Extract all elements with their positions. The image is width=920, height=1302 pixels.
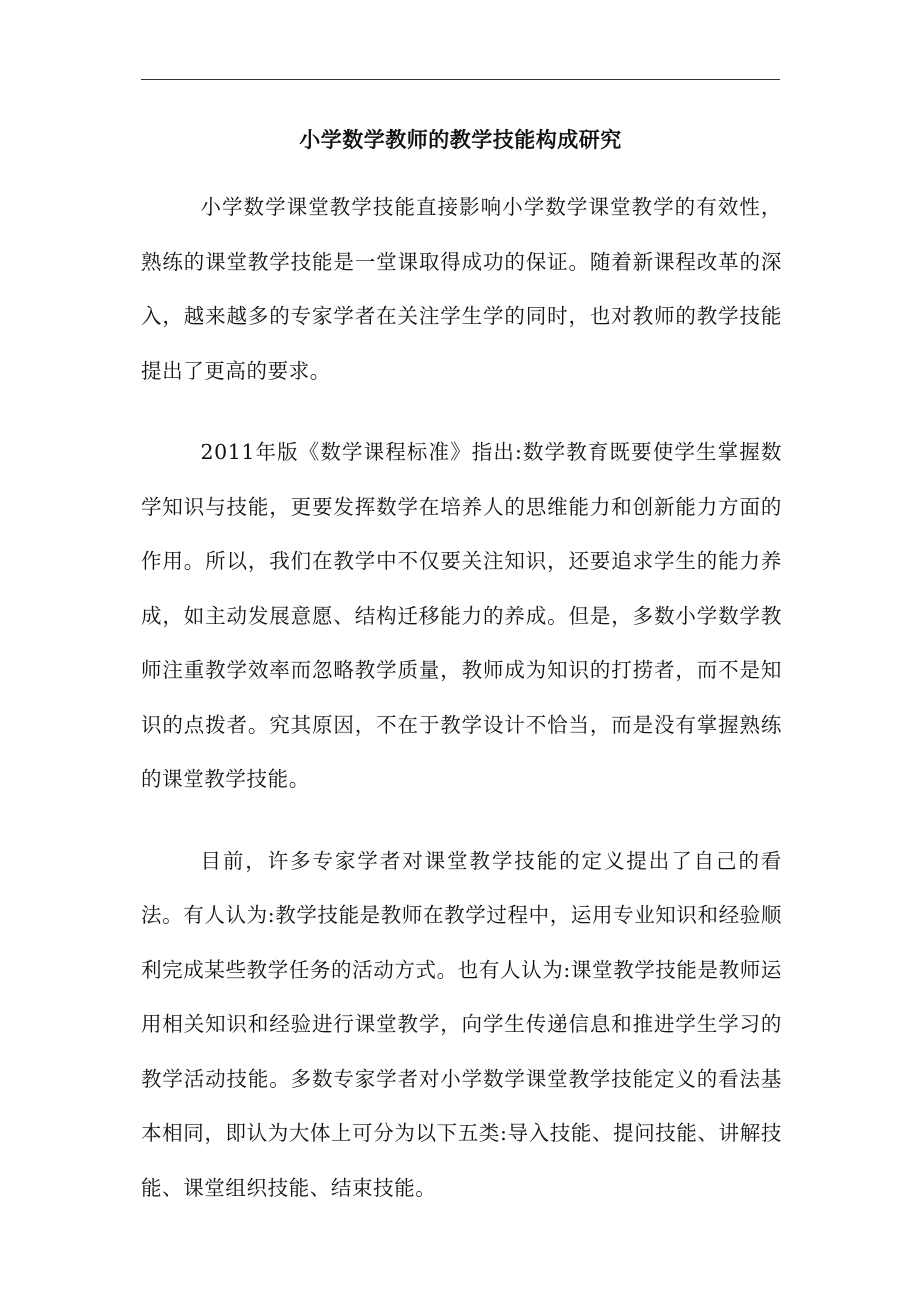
header-rule bbox=[141, 79, 780, 80]
paragraph-2: 2011年版《数学课程标准》指出:数学教育既要使学生掌握数学知识与技能，更要发挥数学在培养人的思维能力和创新能力方面的作用。所以，我们在教学中不仅要关注知识，还要追求学生的能力养成，如主动发展意愿、结构迁移能力的养成。但是，多数小学数学教师注重教学效率而忽略教学质量，教师成为知识的打捞者，而不是知识的点拨者。究其原因，不在于教学设计不恰当，而是没有掌握熟练的课堂教学技能。 bbox=[141, 440, 782, 791]
paragraph-3: 目前，许多专家学者对课堂教学技能的定义提出了自己的看法。有人认为:教学技能是教师在教学过程中，运用专业知识和经验顺利完成某些教学任务的活动方式。也有人认为:课堂教学技能是教师运用相关知识和经验进行课堂教学，向学生传递信息和推进学生学习的教学活动技能。多数专家学者对小学数学课堂教学技能定义的看法基本相同，即认为大体上可分为以下五类:导入技能、提问技能、讲解技能、课堂组织技能、结束技能。 bbox=[141, 848, 782, 1200]
paragraph-1: 小学数学课堂教学技能直接影响小学数学课堂教学的有效性，熟练的课堂教学技能是一堂课取得成功的保证。随着新课程改革的深入，越来越多的专家学者在关注学生学的同时，也对教师的教学技能提出了更高的要求。 bbox=[141, 195, 782, 383]
document-body bbox=[141, 180, 782, 1242]
document-title: 小学数学教师的教学技能构成研究 bbox=[299, 128, 622, 152]
